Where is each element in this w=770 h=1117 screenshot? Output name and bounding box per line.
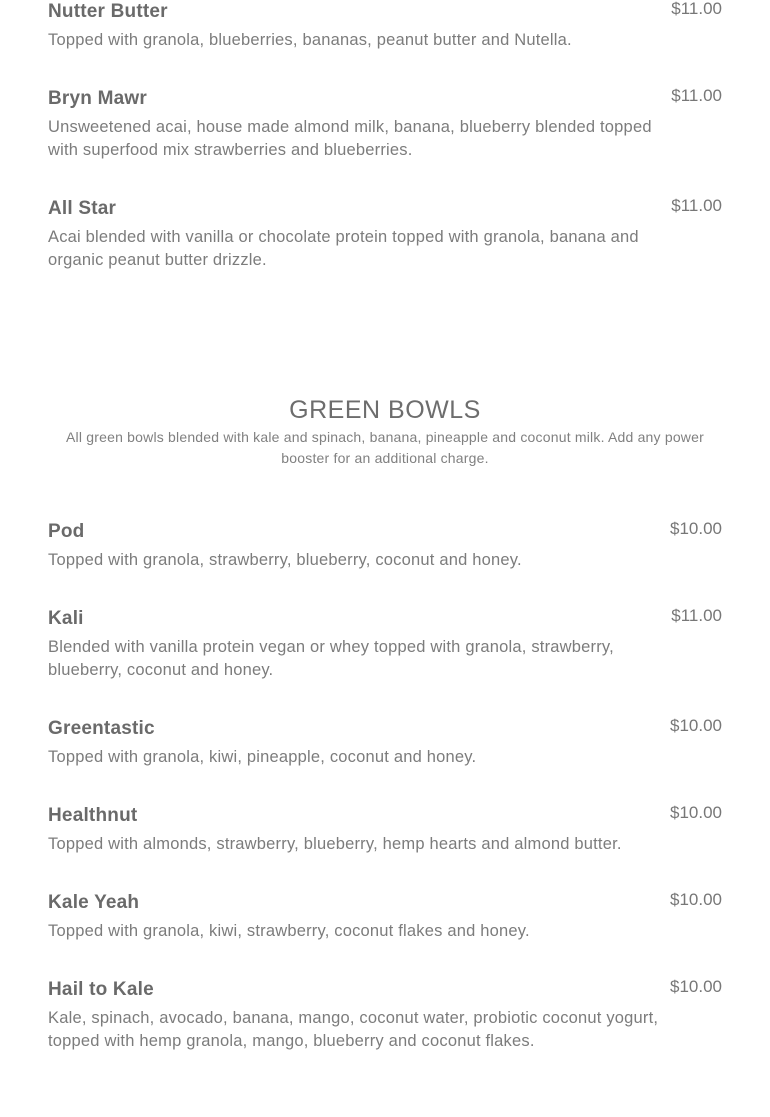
item-name: All Star [48,198,117,219]
item-name: Pod [48,521,85,542]
item-name: Nutter Butter [48,1,168,22]
item-name: Kale Yeah [48,892,140,913]
item-price: $11.00 [671,606,722,625]
section-title: GREEN BOWLS [289,396,481,424]
item-price: $11.00 [671,86,722,105]
item-name: Kali [48,608,84,629]
item-description: Topped with almonds, strawberry, blueberry, hemp hearts and almond butter. [48,835,622,853]
item-price: $10.00 [670,890,722,909]
menu-item [48,1,722,52]
menu-item [48,718,722,769]
item-price: $11.00 [671,0,722,18]
item-name: Bryn Mawr [48,88,147,109]
menu-item [48,608,722,682]
item-description: Acai blended with vanilla or chocolate protein topped with granola, banana and organic peanut butter drizzle. [48,228,639,269]
item-price: $10.00 [670,519,722,538]
menu-item [48,892,722,943]
item-name: Healthnut [48,805,138,826]
item-name: Hail to Kale [48,979,154,1000]
item-description: Unsweetened acai, house made almond milk, banana, blueberry blended topped with superfood mix strawberries and blueberries. [48,118,652,159]
menu-item [48,979,722,1053]
item-price: $11.00 [671,196,722,215]
item-description: Kale, spinach, avocado, banana, mango, coconut water, probiotic coconut yogurt, topped with hemp granola, mango, blueberry and coconut flakes. [48,1009,659,1050]
menu-item [48,521,722,572]
item-description: Topped with granola, blueberries, bananas, peanut butter and Nutella. [48,31,572,49]
item-description: Topped with granola, kiwi, pineapple, coconut and honey. [48,748,477,766]
menu-item [48,88,722,162]
section-subtitle: All green bowls blended with kale and spinach, banana, pineapple and coconut milk. Add any power booster for an additional charge. [66,429,704,466]
item-description: Topped with granola, strawberry, blueberry, coconut and honey. [48,551,522,569]
item-description: Topped with granola, kiwi, strawberry, coconut flakes and honey. [48,922,530,940]
menu-item [48,805,722,856]
item-price: $10.00 [670,716,722,735]
item-price: $10.00 [670,803,722,822]
item-name: Greentastic [48,718,155,739]
menu-item [48,198,722,272]
item-price: $10.00 [670,977,722,996]
item-description: Blended with vanilla protein vegan or whey topped with granola, strawberry, blueberry, coconut and honey. [48,638,614,679]
